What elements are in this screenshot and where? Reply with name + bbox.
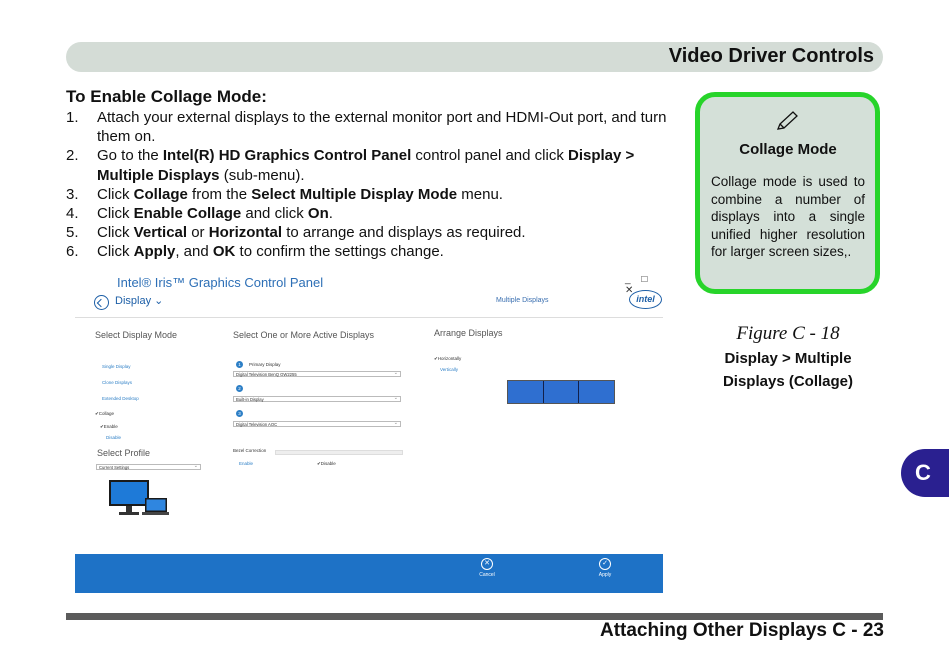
display-number-1: 1 bbox=[236, 361, 243, 368]
step-number: 1. bbox=[66, 109, 79, 126]
intel-logo: intel bbox=[629, 290, 662, 309]
control-panel-screenshot bbox=[75, 273, 663, 593]
apply-label: Apply bbox=[598, 572, 612, 578]
steps-list bbox=[66, 108, 686, 262]
step-text: Click Enable Collage and click On. bbox=[97, 205, 333, 223]
bezel-slider bbox=[275, 450, 403, 455]
note-title: Collage Mode bbox=[739, 141, 837, 158]
step-number: 4. bbox=[66, 205, 79, 223]
display-menu: Display ⌄ bbox=[115, 295, 164, 307]
arranged-displays-preview bbox=[507, 380, 615, 404]
bezel-enable: Enable bbox=[239, 461, 254, 466]
page-header-title: Video Driver Controls bbox=[668, 45, 874, 67]
figure-caption: Display > Multiple Displays (Collage) bbox=[722, 350, 854, 390]
step-number: 6. bbox=[66, 243, 79, 261]
chapter-tab-letter: C bbox=[915, 460, 931, 485]
cancel-button[interactable] bbox=[467, 558, 507, 578]
window-buttons: _ □ ✕ bbox=[625, 274, 652, 296]
display-dropdown-1: Digital Television BenQ GW2255 ⌄ bbox=[233, 371, 401, 377]
figure-label: Figure C - 18 bbox=[736, 323, 840, 344]
step-text: Go to the Intel(R) HD Graphics Control Panel control panel and click Display > Multiple Displays (sub-menu). bbox=[97, 147, 635, 184]
arrange-vertically: Vertically bbox=[440, 367, 459, 372]
step-number: 2. bbox=[66, 147, 79, 165]
mode-extended: Extended Desktop bbox=[102, 396, 139, 401]
footer-bar bbox=[66, 613, 883, 620]
display-dropdown-2: Built-in Display ⌄ bbox=[233, 396, 401, 402]
step-item bbox=[66, 204, 686, 223]
step-text: Click Vertical or Horizontal to arrange and displays as required. bbox=[97, 224, 526, 242]
monitor-laptop-icon bbox=[109, 480, 169, 522]
chapter-tab bbox=[901, 449, 949, 497]
profile-dropdown: Current Settings ⌄ bbox=[96, 464, 201, 470]
bezel-disable: ✔Disable bbox=[317, 461, 336, 466]
step-item bbox=[66, 108, 686, 146]
back-icon bbox=[94, 295, 109, 310]
arrange-displays-title: Arrange Displays bbox=[434, 328, 503, 338]
step-item bbox=[66, 185, 686, 204]
step-text: Click Collage from the Select Multiple Display Mode menu. bbox=[97, 185, 503, 203]
active-displays-title: Select One or More Active Displays bbox=[233, 330, 375, 340]
display-dropdown-3: Digital Television AOC ⌄ bbox=[233, 421, 401, 427]
display-number-2: 2 bbox=[236, 385, 243, 392]
select-profile-title: Select Profile bbox=[97, 448, 151, 458]
step-number: 3. bbox=[66, 185, 79, 203]
step-item bbox=[66, 223, 686, 242]
mode-clone: Clone Displays bbox=[102, 380, 133, 385]
collage-disable: Disable bbox=[106, 435, 122, 440]
note-text: Collage mode is used to combine a number of displays into a single unified higher resolution for larger screen sizes,. bbox=[711, 174, 865, 259]
app-title: Intel® Iris™ Graphics Control Panel bbox=[117, 275, 324, 290]
pencil-icon bbox=[775, 110, 799, 132]
mode-collage: ✔Collage bbox=[95, 411, 115, 416]
step-text: Attach your external displays to the external monitor port and HDMI-Out port, and turn them on. bbox=[97, 109, 667, 146]
collage-enable: ✔Enable bbox=[100, 424, 118, 429]
step-text: Click Apply, and OK to confirm the settings change. bbox=[97, 243, 444, 261]
apply-button[interactable] bbox=[585, 558, 625, 578]
primary-display-label: Primary Display bbox=[249, 362, 281, 367]
step-number: 5. bbox=[66, 224, 79, 242]
step-item bbox=[66, 146, 686, 184]
multiple-displays-label: Multiple Displays bbox=[496, 297, 549, 304]
select-display-mode-title: Select Display Mode bbox=[95, 330, 178, 340]
section-title: To Enable Collage Mode: bbox=[66, 87, 267, 106]
checkmark-icon: ✓ bbox=[599, 558, 611, 570]
step-item bbox=[66, 242, 686, 261]
close-icon: ✕ bbox=[481, 558, 493, 570]
mode-single: Single Display bbox=[102, 364, 131, 369]
screenshot-action-bar bbox=[75, 554, 663, 593]
footer-text: Attaching Other Displays C - 23 bbox=[599, 620, 884, 641]
bezel-correction-label: Bezel Correction bbox=[233, 448, 267, 453]
cancel-label: Cancel bbox=[479, 572, 495, 578]
arrange-horizontally: ✔Horizontally bbox=[434, 356, 462, 361]
display-number-3: 3 bbox=[236, 410, 243, 417]
